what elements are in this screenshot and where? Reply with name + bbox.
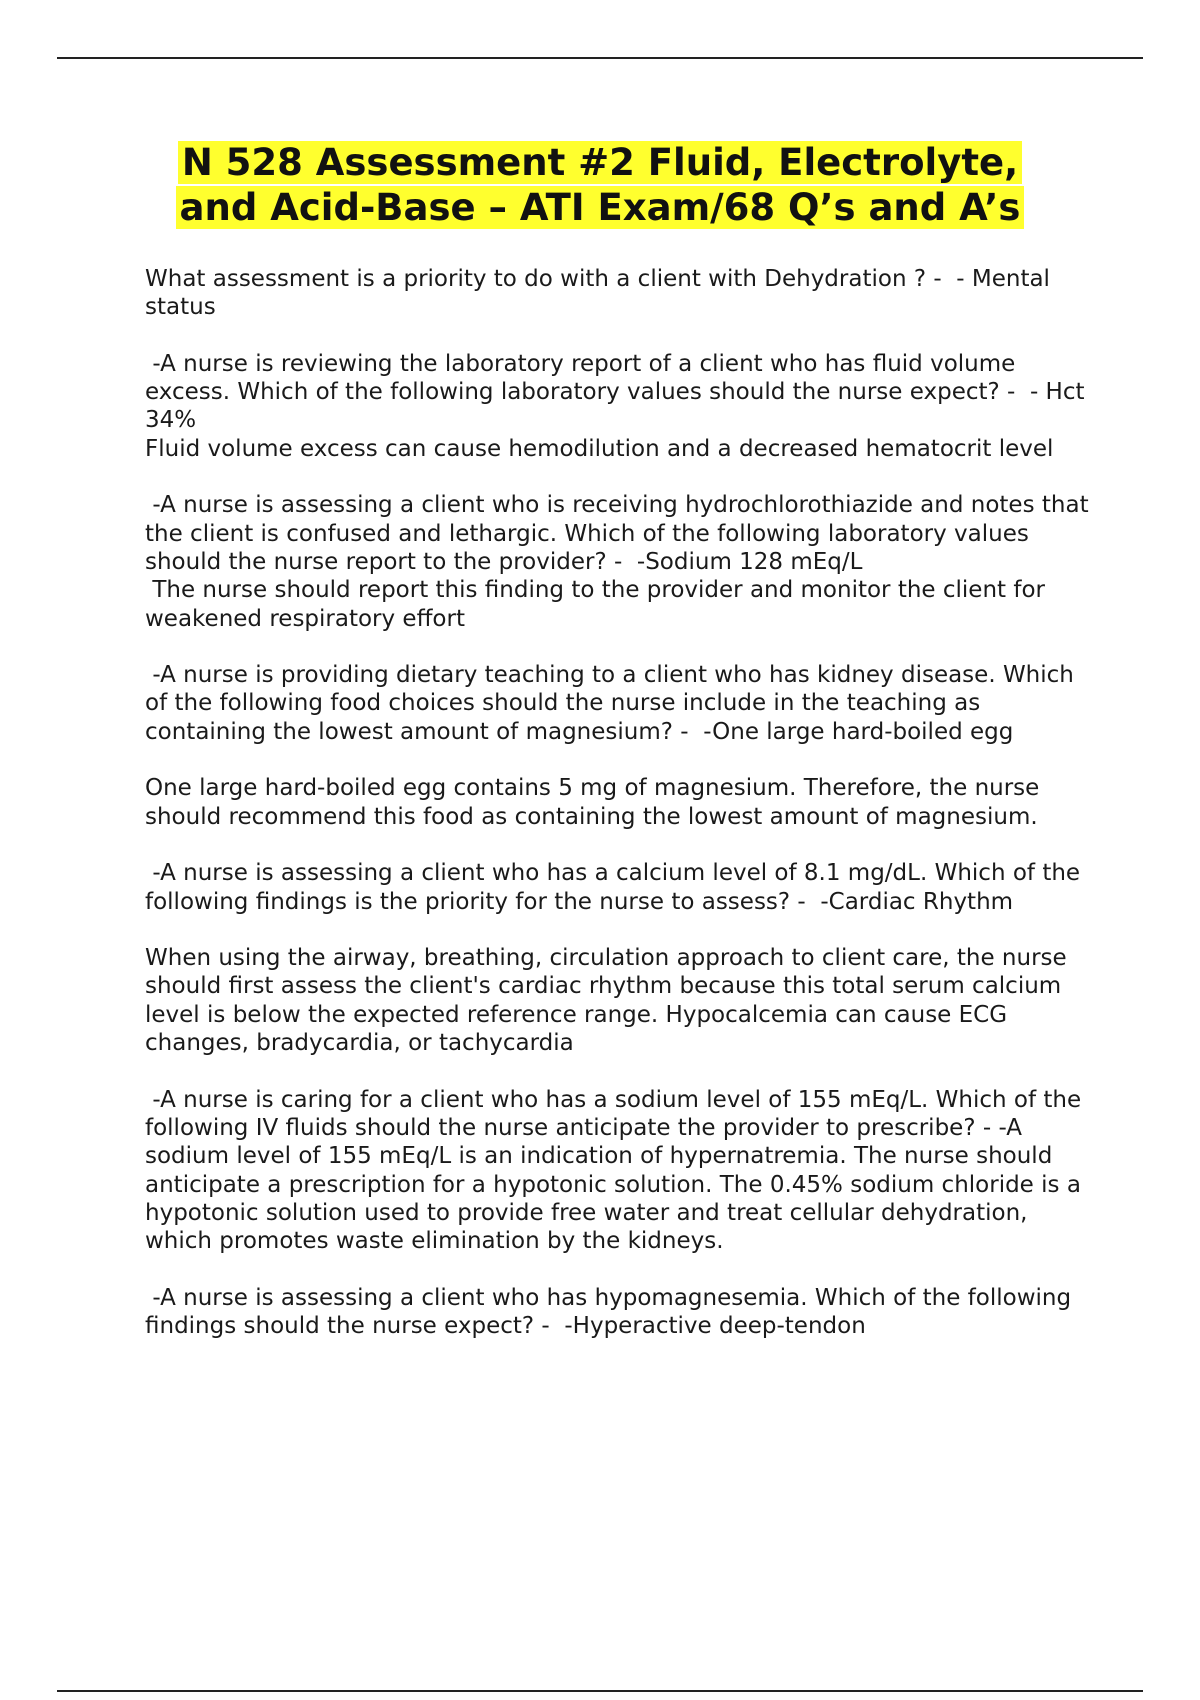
qa-item-3 [145,491,1095,632]
footer-rule [57,1690,1143,1692]
qa-question: -A nurse is reviewing the laboratory report of a client who has fluid volume excess. Which of the following laboratory values should the nurse expect? - - Hct 34% [145,350,1092,434]
qa-item-5 [145,774,1095,831]
qa-item-7 [145,944,1095,1057]
qa-item-8 [145,1086,1095,1256]
qa-item-9 [145,1284,1095,1341]
qa-question: -A nurse is assessing a client who is receiving hydrochlorothiazide and notes that the client is confused and lethargic. Which of the following laboratory values should the nurse report to the provider? - -Sodium 128 mEq/L [145,492,1096,575]
qa-item-4 [145,661,1095,746]
qa-item-1 [145,265,1095,322]
title-line-2: and Acid-Base – ATI Exam/68 Q’s and A’s [176,186,1025,229]
qa-question: When using the airway, breathing, circulation approach to client care, the nurse should first assess the client's cardiac rhythm because this total serum calcium level is below the expected reference range. Hypocalcemia can cause ECG changes, bradycardia, or tachycardia [145,945,1074,1057]
title-line-1: N 528 Assessment #2 Fluid, Electrolyte, [178,141,1022,184]
document-body [145,265,1095,1369]
qa-question: -A nurse is providing dietary teaching to a client who has kidney disease. Which of the following food choices should the nurse include in the teaching as containing the lowest amount of magnesium? - -One large hard-boiled egg [145,662,1082,745]
qa-question: What assessment is a priority to do with a client with Dehydration ? - - Mental status [145,266,1058,321]
qa-item-6 [145,859,1095,916]
qa-item-2 [145,350,1095,463]
header-rule [57,57,1143,59]
qa-question: One large hard-boiled egg contains 5 mg of magnesium. Therefore, the nurse should recommend this food as containing the lowest amount of magnesium. [145,775,1047,830]
qa-rationale: The nurse should report this finding to the provider and monitor the client for weakened respiratory effort [145,577,1053,632]
qa-question: -A nurse is assessing a client who has a calcium level of 8.1 mg/dL. Which of the following findings is the priority for the nurse to assess? - -Cardiac Rhythm [145,860,1088,915]
document-title [0,140,1200,230]
qa-question: -A nurse is assessing a client who has hypomagnesemia. Which of the following findings should the nurse expect? - -Hyperactive deep-tendon [145,1284,1079,1339]
qa-question: -A nurse is caring for a client who has a sodium level of 155 mEq/L. Which of the following IV fluids should the nurse anticipate the provider to prescribe? - -A sodium level of 155 mEq/L is an indication of hypernatremia. The nurse should anticipate a prescription for a hypotonic solution. The 0.45% sodium chloride is a hypotonic solution used to provide free water and treat cellular dehydration, which promotes waste elimination by the kidneys. [145,1086,1089,1255]
qa-rationale: Fluid volume excess can cause hemodilution and a decreased hematocrit level [145,435,1054,462]
